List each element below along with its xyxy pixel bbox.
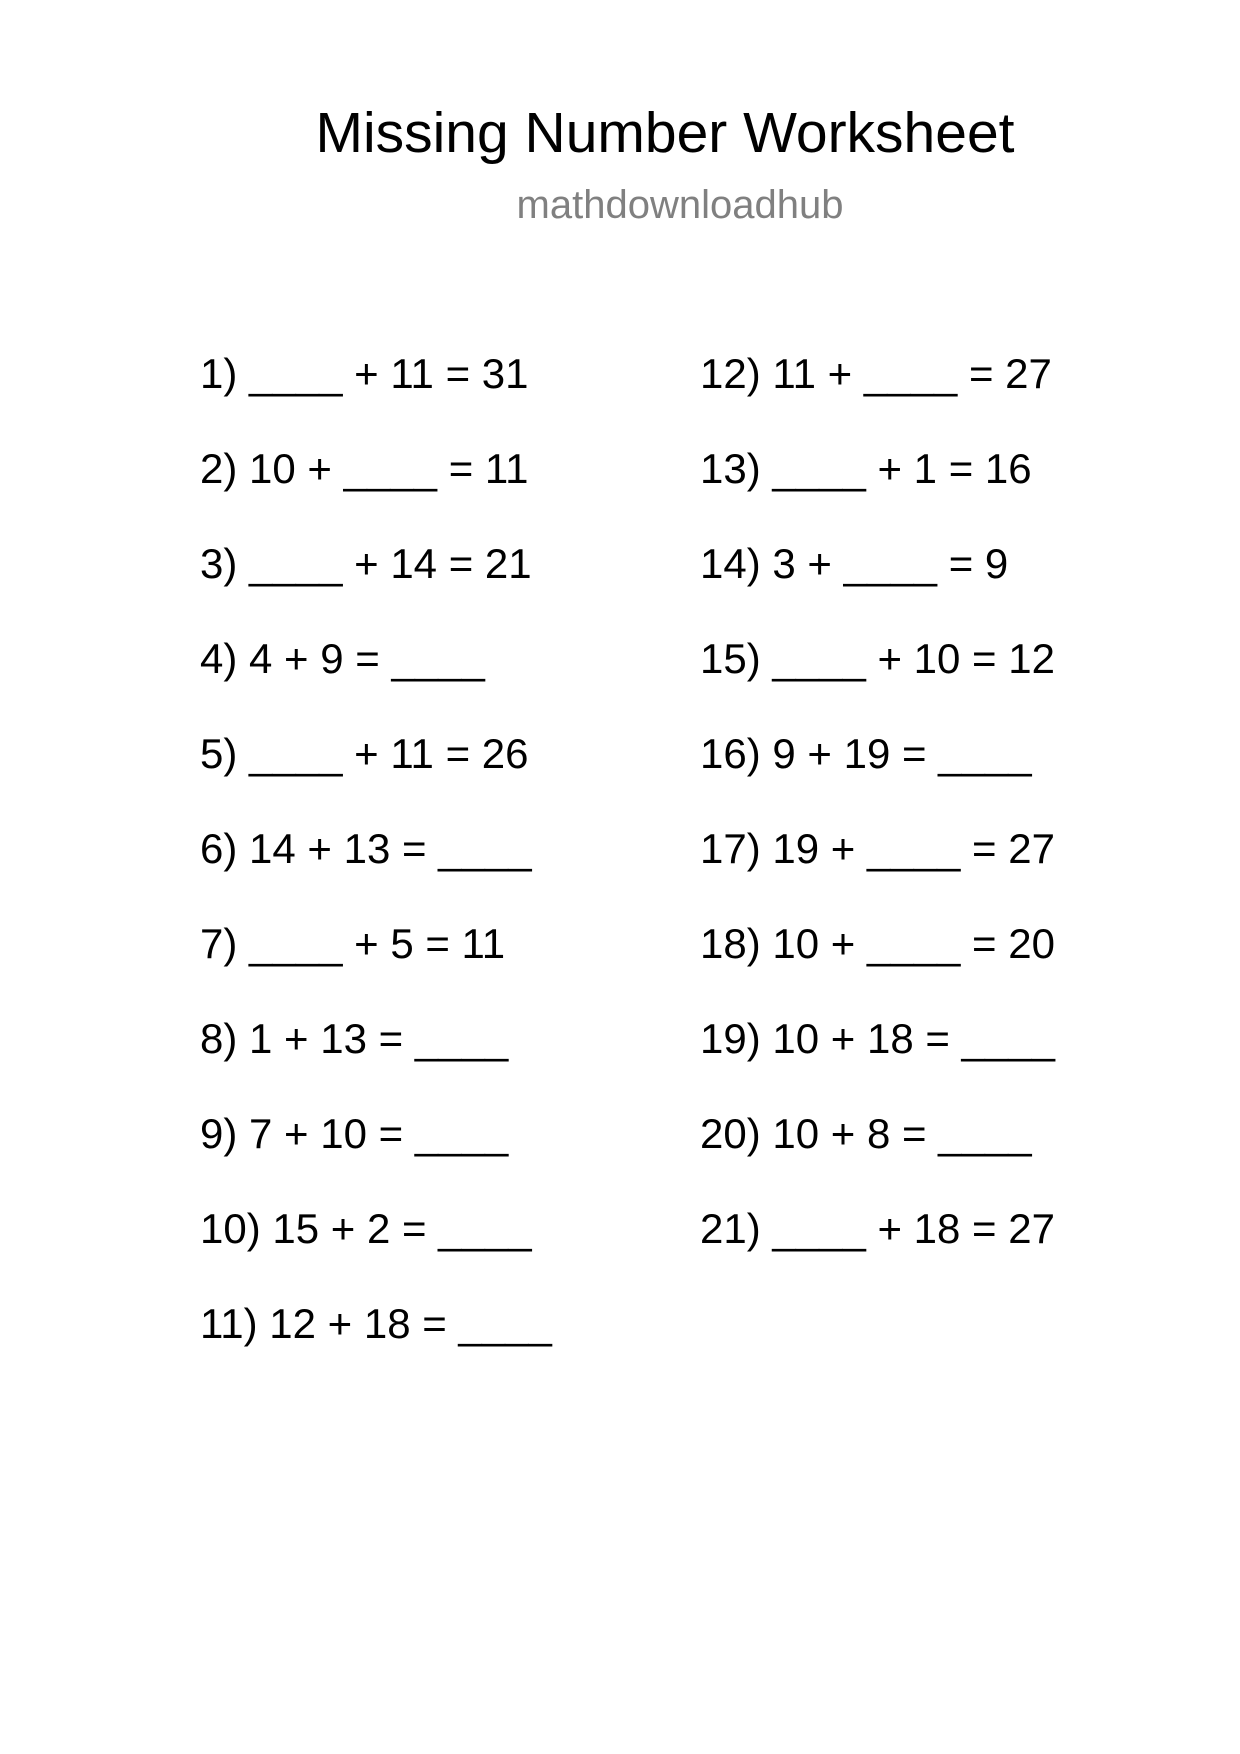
problem-17: 17) 19 + ____ = 27: [700, 825, 1055, 872]
problem-20: 20) 10 + 8 = ____: [700, 1110, 1032, 1157]
worksheet-title: Missing Number Worksheet: [315, 101, 1015, 165]
problem-12: 12) 11 + ____ = 27: [700, 350, 1052, 397]
worksheet-subtitle: mathdownloadhub: [516, 183, 844, 227]
problem-14: 14) 3 + ____ = 9: [700, 540, 1009, 587]
problem-1: 1) ____ + 11 = 31: [200, 350, 529, 397]
problems-left-column: [200, 345, 552, 1390]
problem-9: 9) 7 + 10 = ____: [200, 1110, 509, 1157]
problem-21: 21) ____ + 18 = 27: [700, 1205, 1055, 1252]
problems-right-column: [700, 345, 1055, 1295]
problem-8: 8) 1 + 13 = ____: [200, 1015, 509, 1062]
problem-18: 18) 10 + ____ = 20: [700, 920, 1055, 967]
problem-5: 5) ____ + 11 = 26: [200, 730, 529, 777]
problem-3: 3) ____ + 14 = 21: [200, 540, 532, 587]
problem-7: 7) ____ + 5 = 11: [200, 920, 506, 967]
problem-2: 2) 10 + ____ = 11: [200, 445, 529, 492]
problem-13: 13) ____ + 1 = 16: [700, 445, 1032, 492]
problem-11: 11) 12 + 18 = ____: [200, 1300, 552, 1347]
problem-10: 10) 15 + 2 = ____: [200, 1205, 532, 1252]
problem-15: 15) ____ + 10 = 12: [700, 635, 1055, 682]
problem-19: 19) 10 + 18 = ____: [700, 1015, 1055, 1062]
problem-6: 6) 14 + 13 = ____: [200, 825, 532, 872]
problem-4: 4) 4 + 9 = ____: [200, 635, 485, 682]
problem-16: 16) 9 + 19 = ____: [700, 730, 1032, 777]
